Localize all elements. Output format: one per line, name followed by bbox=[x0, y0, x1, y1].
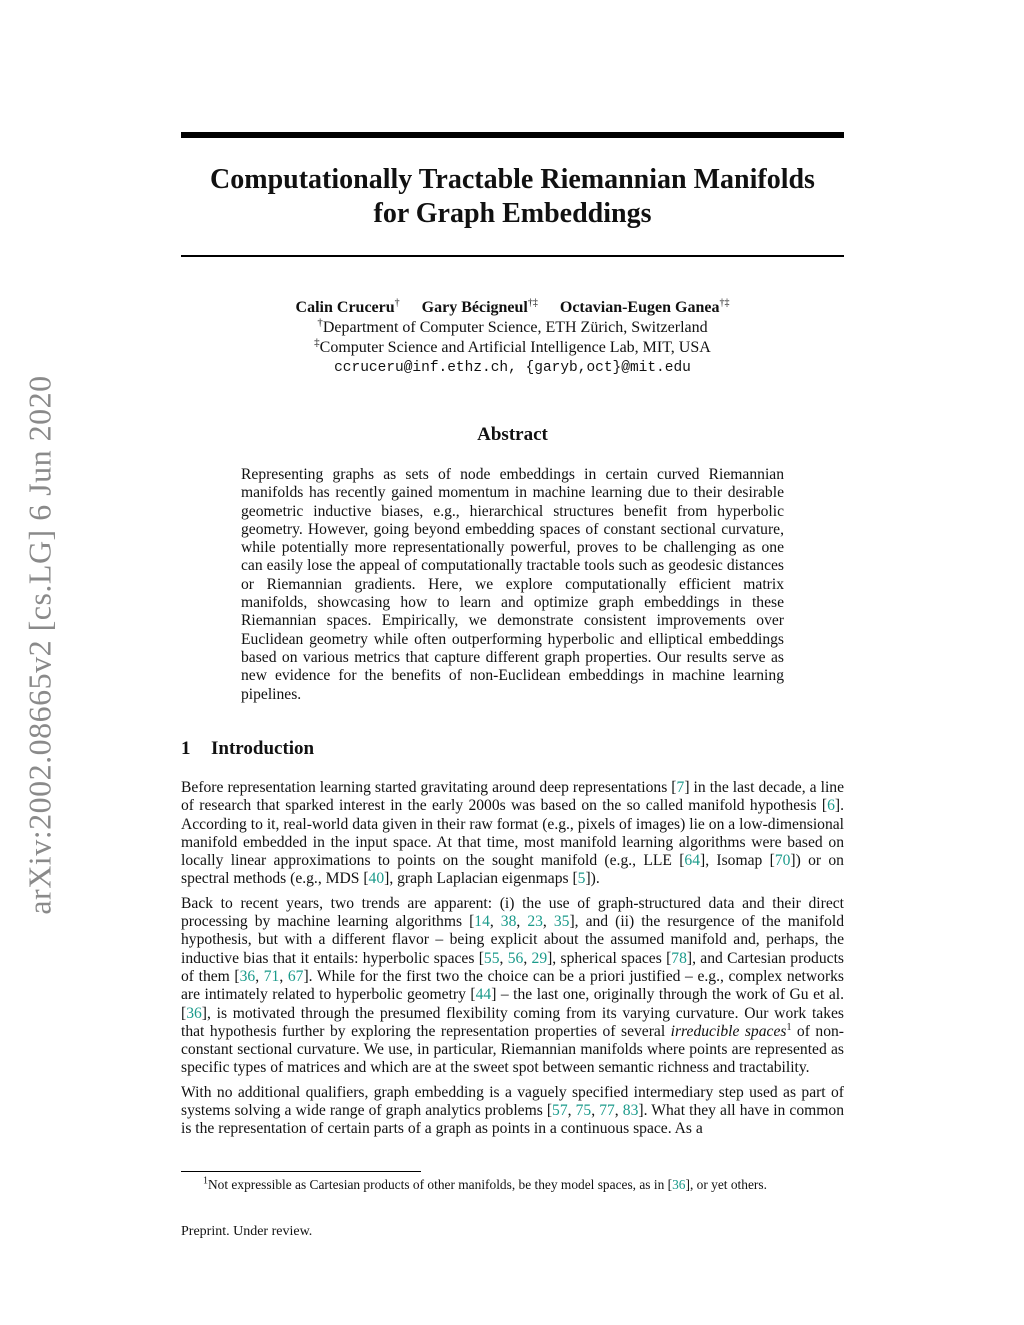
citation-link[interactable]: 78 bbox=[671, 949, 687, 967]
footnote-text: Not expressible as Cartesian products of other manifolds, be they model spaces, as in [ bbox=[208, 1177, 673, 1192]
citation-link[interactable]: 83 bbox=[622, 1102, 639, 1120]
abstract-heading: Abstract bbox=[477, 424, 548, 445]
footnote-marker[interactable]: 1 bbox=[786, 1021, 792, 1033]
text-run: ]. According to it, real-world data given in their raw format (e.g., pixels of images) lie on a low-dimensional manifold embedded in the input space. At that time, most manifold learning algorithms were based on locally linear approximations to points on the sought manifold (e.g., LLE [ bbox=[181, 797, 844, 870]
footer-note: Preprint. Under review. bbox=[181, 1224, 313, 1239]
text-run: of non-constant sectional curvature. We use, in particular, Riemannian manifolds where points are represented as specific types of matrices and which are at the sweet spot between semantic richness and tractability. bbox=[181, 1022, 844, 1077]
author-name: Calin Cruceru bbox=[295, 299, 395, 316]
author-marks: †‡ bbox=[527, 297, 538, 309]
text-run: ], spherical spaces [ bbox=[547, 949, 672, 967]
citation-link[interactable]: 71 bbox=[263, 967, 280, 985]
citation-link[interactable]: 70 bbox=[774, 852, 791, 870]
section-number: 1 bbox=[181, 738, 191, 759]
author-marks: †‡ bbox=[719, 297, 730, 309]
title-line-2: for Graph Embeddings bbox=[373, 198, 652, 229]
citation-link[interactable]: 40 bbox=[368, 870, 385, 888]
text-run: ], and Cartesian products of them [ bbox=[181, 949, 844, 985]
text-run: , bbox=[255, 967, 264, 985]
author-block bbox=[181, 298, 844, 378]
citation-link[interactable]: 36 bbox=[239, 967, 256, 985]
text-run: , bbox=[567, 1102, 576, 1120]
citation-link[interactable]: 56 bbox=[507, 949, 524, 967]
citation-link[interactable]: 7 bbox=[676, 779, 685, 796]
citation-link[interactable]: 77 bbox=[599, 1102, 615, 1120]
citation-link[interactable]: 14 bbox=[474, 913, 490, 931]
arxiv-stamp: arXiv:2002.08665v2 [cs.LG] 6 Jun 2020 bbox=[21, 375, 58, 915]
author-2 bbox=[422, 299, 538, 316]
footnote-rule bbox=[181, 1171, 421, 1172]
text-run: , bbox=[591, 1102, 600, 1120]
paragraph bbox=[181, 895, 844, 1078]
text-run: ] – the last one, originally through the work of Gu et al. [ bbox=[181, 986, 844, 1022]
text-run: , bbox=[542, 913, 554, 931]
citation-link[interactable]: 55 bbox=[483, 949, 500, 967]
introduction-body bbox=[181, 779, 844, 1145]
text-run: Back to recent years, two trends are apparent: (i) the use of graph-structured data and their direct processing by machine learning algorithms [ bbox=[181, 894, 844, 931]
citation-link[interactable]: 23 bbox=[527, 913, 543, 931]
citation-link[interactable]: 5 bbox=[577, 870, 586, 888]
title-top-rule bbox=[181, 132, 844, 138]
citation-link[interactable]: 35 bbox=[553, 913, 570, 931]
footnote-text: ], or yet others. bbox=[685, 1177, 767, 1192]
footnote-mark: 1 bbox=[203, 1175, 208, 1187]
text-run: , bbox=[499, 949, 508, 967]
citation-link[interactable]: 6 bbox=[827, 797, 835, 815]
section-title: Introduction bbox=[211, 738, 315, 759]
affiliation-mark: † bbox=[317, 316, 323, 329]
footnote bbox=[181, 1177, 844, 1193]
text-run: ], graph Laplacian eigenmaps [ bbox=[384, 870, 578, 888]
text-run: ], is motivated through the presumed flexibility coming from its varying curvature. Our work takes that hypothesis further by exploring the representation properties of several bbox=[181, 1004, 844, 1040]
citation-link[interactable]: 36 bbox=[186, 1004, 202, 1022]
citation-link[interactable]: 44 bbox=[475, 986, 492, 1004]
title-line-1: Computationally Tractable Riemannian Manifolds bbox=[210, 164, 815, 195]
text-run: ]. While for the first two the choice can be a priori justified – e.g., complex networks are intimately related to hyperbolic geometry [ bbox=[181, 967, 845, 1004]
paragraph bbox=[181, 779, 844, 889]
emphasis-text: irreducible spaces bbox=[670, 1022, 787, 1040]
text-run: ], Isomap [ bbox=[700, 852, 775, 870]
text-run: With no additional qualifiers, graph embedding is a vaguely specified intermediary step used as part of systems solving a wide range of graph analytics problems [ bbox=[181, 1083, 844, 1120]
section-heading bbox=[181, 738, 314, 760]
text-run: , bbox=[279, 967, 288, 985]
text-run: ], and (ii) the resurgence of the manifold hypothesis, but with a different flavor – being explicit about the assumed manifold and, perhaps, the inductive bias that it entails: hyperbolic spaces [ bbox=[181, 913, 844, 967]
author-list bbox=[181, 298, 844, 318]
paragraph bbox=[181, 1084, 844, 1139]
text-run: ]). bbox=[585, 870, 600, 888]
affiliation-mark: ‡ bbox=[314, 336, 320, 349]
abstract-text: Representing graphs as sets of node embeddings in certain curved Riemannian manifolds has recently gained momentum in machine learning due to their desirable geometric inductive biases, e.g., hierarchical structures benefit from hyperbolic geometry. However, going beyond embedding spaces of constant sectional curvature, while potentially more representationally powerful, proves to be challenging as one can easily lose the appeal of computationally tractable tools such as geodesic distances or Riemannian gradients. Here, we explore computationally efficient matrix manifolds, showcasing how to learn and optimize graph embeddings in these Riemannian spaces. Empirically, we demonstrate consistent improvements over Euclidean geometry while often outperforming hyperbolic and elliptical embeddings based on various metrics that capture different graph properties. Our results serve as new evidence for the benefits of non-Euclidean embeddings in machine learning pipelines. bbox=[241, 466, 784, 703]
text-run: ]) or on spectral methods (e.g., MDS [ bbox=[181, 852, 844, 888]
affiliation-1 bbox=[181, 318, 844, 338]
text-run: , bbox=[516, 913, 528, 931]
citation-link[interactable]: 36 bbox=[672, 1177, 686, 1192]
affiliation-2 bbox=[181, 338, 844, 358]
author-name: Octavian-Eugen Ganea bbox=[559, 299, 720, 316]
title-bottom-rule bbox=[181, 255, 844, 257]
author-name: Gary Bécigneul bbox=[421, 299, 528, 316]
text-run: , bbox=[523, 949, 532, 967]
affiliation-text: Computer Science and Artificial Intelligence Lab, MIT, USA bbox=[319, 339, 711, 356]
author-emails: ccruceru@inf.ethz.ch, {garyb,oct}@mit.edu bbox=[334, 360, 691, 376]
citation-link[interactable]: 64 bbox=[684, 852, 701, 870]
citation-link[interactable]: 38 bbox=[500, 913, 517, 931]
text-run: ] in the last decade, a line of research that sparked interest in the early 2000s was based on the so called manifold hypothesis [ bbox=[181, 779, 844, 815]
author-3 bbox=[560, 299, 730, 316]
author-1 bbox=[296, 299, 400, 316]
citation-link[interactable]: 57 bbox=[552, 1102, 568, 1120]
paper-title bbox=[181, 163, 844, 231]
author-marks: † bbox=[394, 297, 400, 309]
text-run: Before representation learning started gravitating around deep representations [ bbox=[181, 779, 677, 796]
citation-link[interactable]: 67 bbox=[287, 967, 304, 985]
affiliation-text: Department of Computer Science, ETH Zürich, Switzerland bbox=[322, 319, 708, 336]
text-run: , bbox=[489, 913, 501, 931]
text-run: ]. What they all have in common is the representation of certain parts of a graph as points in a continuous space. As a bbox=[181, 1102, 845, 1138]
citation-link[interactable]: 75 bbox=[575, 1102, 592, 1120]
citation-link[interactable]: 29 bbox=[531, 949, 548, 967]
text-run: , bbox=[614, 1102, 623, 1120]
